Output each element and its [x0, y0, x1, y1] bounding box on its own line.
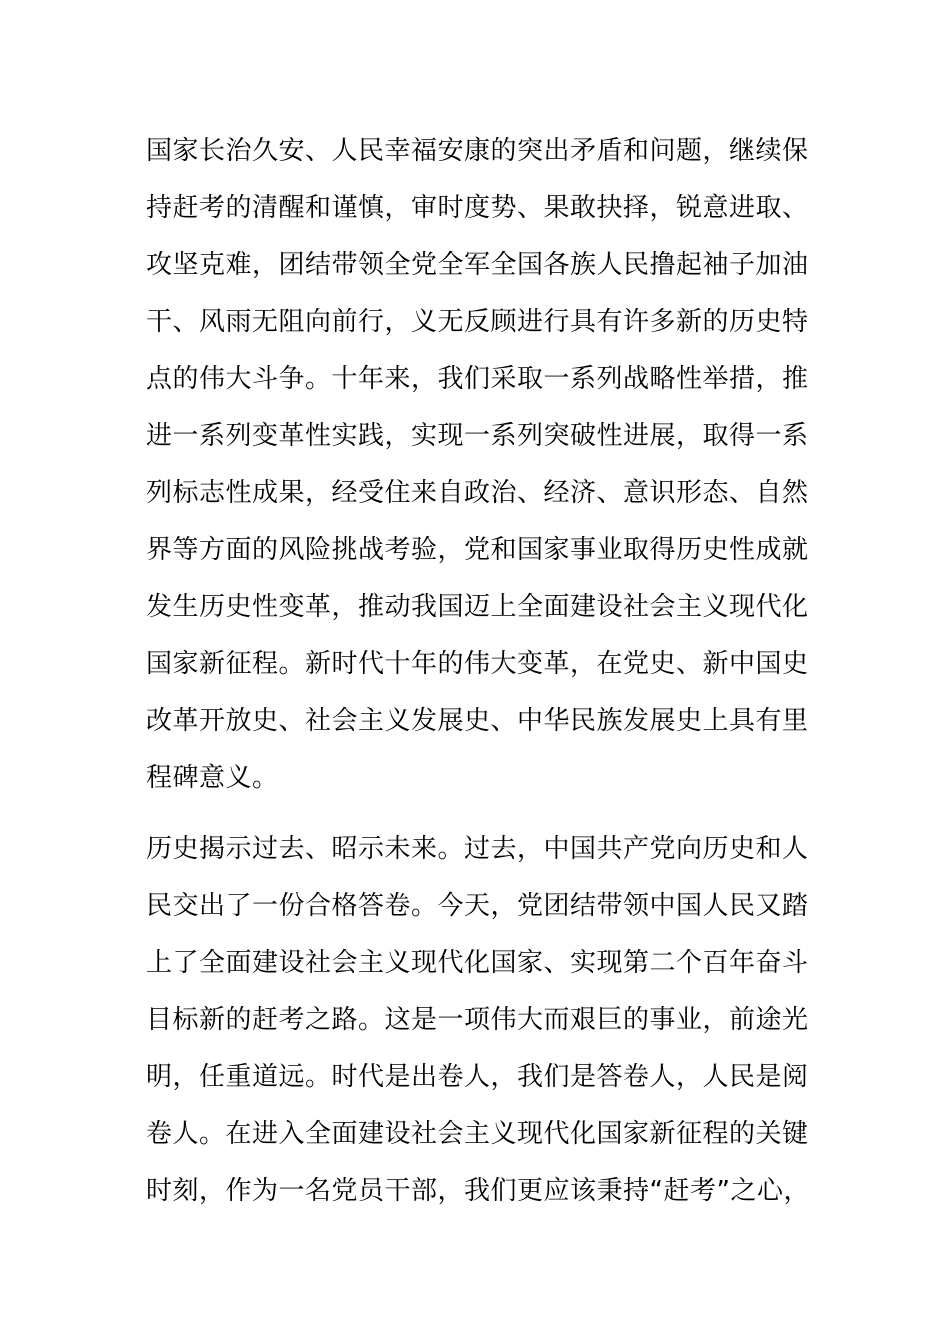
paragraph-1-line-9: 发生历史性变革，推动我国迈上全面建设社会主义现代化 — [146, 592, 809, 622]
paragraph-1-line-10: 国家新征程。新时代十年的伟大变革，在党史、新中国史 — [146, 649, 809, 679]
paragraph-1-line-2: 持赶考的清醒和谨慎，审时度势、果敢抉择，锐意进取、 — [146, 193, 809, 223]
paragraph-1-line-8: 界等方面的风险挑战考验，党和国家事业取得历史性成就 — [146, 535, 809, 565]
paragraph-2-line-3: 上了全面建设社会主义现代化国家、实现第二个百年奋斗 — [146, 948, 809, 978]
paragraph-1-line-11: 改革开放史、社会主义发展史、中华民族发展史上具有里 — [146, 706, 809, 736]
paragraph-2-line-6: 卷人。在进入全面建设社会主义现代化国家新征程的关键 — [146, 1119, 809, 1149]
paragraph-1-line-7: 列标志性成果，经受住来自政治、经济、意识形态、自然 — [146, 478, 809, 508]
paragraph-1-line-5: 点的伟大斗争。十年来，我们采取一系列战略性举措，推 — [146, 364, 809, 394]
paragraph-2-line-5: 明，任重道远。时代是出卷人，我们是答卷人，人民是阅 — [146, 1062, 809, 1092]
paragraph-2-line-1: 历史揭示过去、昭示未来。过去，中国共产党向历史和人 — [146, 834, 809, 864]
paragraph-1-line-4: 干、风雨无阻向前行，义无反顾进行具有许多新的历史特 — [146, 307, 809, 337]
paragraph-2-line-2: 民交出了一份合格答卷。今天，党团结带领中国人民又踏 — [146, 891, 809, 921]
paragraph-1-line-3: 攻坚克难，团结带领全党全军全国各族人民撸起袖子加油 — [146, 250, 809, 280]
paragraph-2-line-4: 目标新的赶考之路。这是一项伟大而艰巨的事业，前途光 — [146, 1005, 809, 1035]
paragraph-1-line-6: 进一系列变革性实践，实现一系列突破性进展，取得一系 — [146, 421, 809, 451]
paragraph-2-line-7: 时刻，作为一名党员干部，我们更应该秉持“赶考”之心， — [146, 1176, 810, 1206]
paragraph-1-line-1: 国家长治久安、人民幸福安康的突出矛盾和问题，继续保 — [146, 136, 809, 166]
paragraph-1-line-12: 程碑意义。 — [146, 763, 279, 793]
